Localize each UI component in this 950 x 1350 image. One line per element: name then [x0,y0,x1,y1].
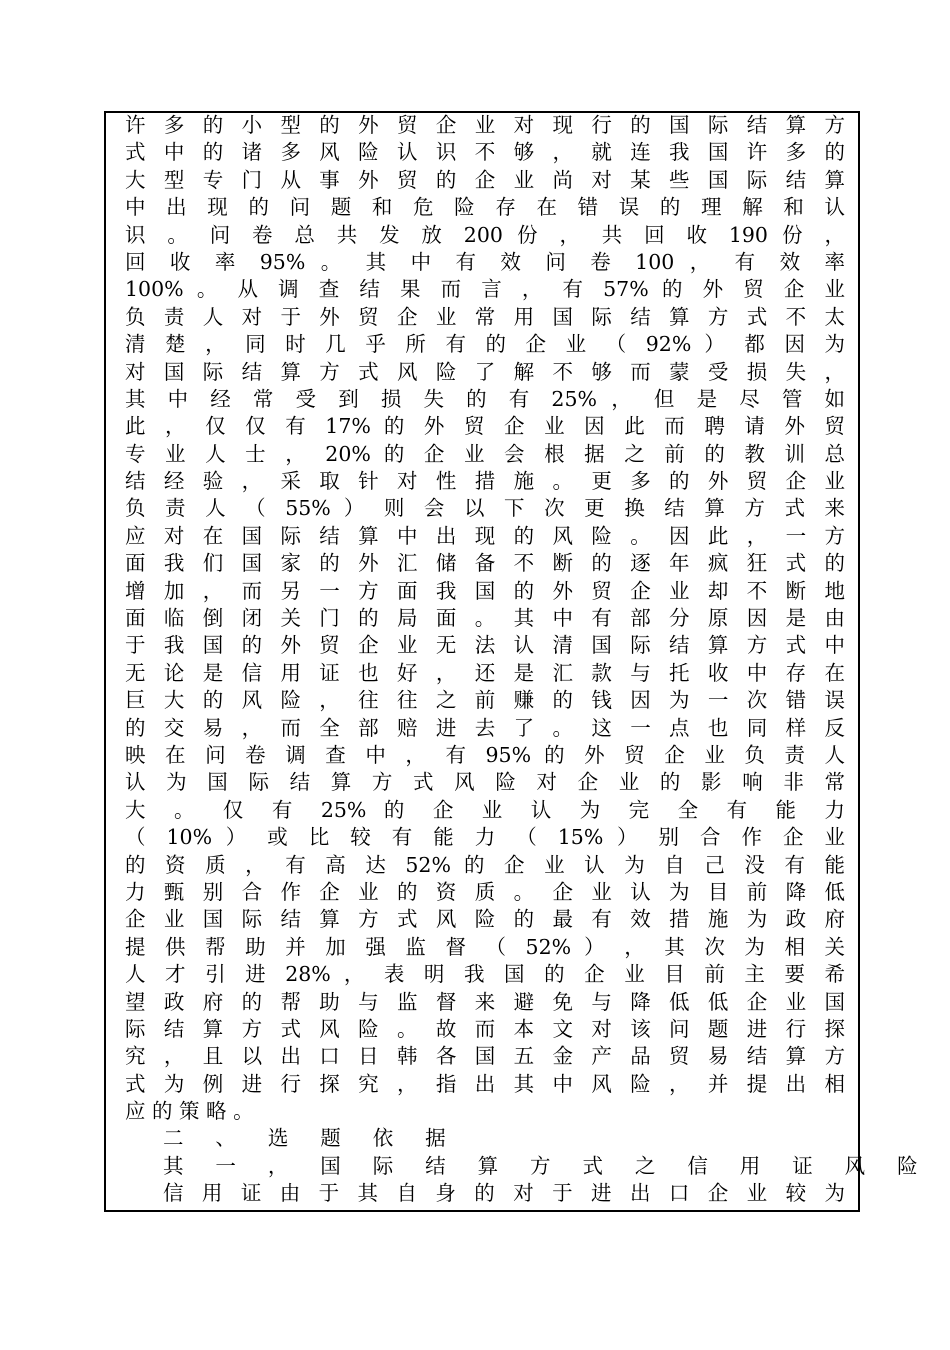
text-line: 结 经 验 ， 采 取 针 对 性 措 施 。 更 多 的 外 贸 企 业 [125,469,845,494]
text-line: 中 出 现 的 问 题 和 危 险 存 在 错 误 的 理 解 和 认 [125,195,845,220]
text-line: 映 在 问 卷 调 查 中 ， 有 95% 的 外 贸 企 业 负 责 人 [125,742,845,767]
text-line: 100% 。 从 调 查 结 果 而 言 ， 有 57% 的 外 贸 企 业 [125,277,845,302]
text-line: 式 为 例 进 行 探 究 ， 指 出 其 中 风 险 ， 并 提 出 相 [125,1071,845,1096]
text-line: 企 业 国 际 结 算 方 式 风 险 的 最 有 效 措 施 为 政 府 [125,907,845,932]
text-line: 大 型 专 门 从 事 外 贸 的 企 业 尚 对 某 些 国 际 结 算 [125,167,845,192]
text-line: 的 交 易 ， 而 全 部 赔 进 去 了 。 这 一 点 也 同 样 反 [125,715,845,740]
text-line: 望 政 府 的 帮 助 与 监 督 来 避 免 与 降 低 低 企 业 国 [125,989,845,1014]
text-line: 力 甄 别 合 作 企 业 的 资 质 。 企 业 认 为 目 前 降 低 [125,879,845,904]
text-line: 面 临 倒 闭 关 门 的 局 面 。 其 中 有 部 分 原 因 是 由 [125,606,845,631]
text-line-last: 应 的 策 略 。 [125,1099,254,1124]
text-line: 究 ， 且 以 出 口 日 韩 各 国 五 金 产 品 贸 易 结 算 方 [125,1044,845,1069]
text-line: （ 10% ） 或 比 较 有 能 力 （ 15% ） 别 合 作 企 业 [125,825,845,850]
text-line: 识 。 问 卷 总 共 发 放 200 份 ， 共 回 收 190 份 ， [125,222,845,247]
text-line: 清 楚 ， 同 时 几 乎 所 有 的 企 业 （ 92% ） 都 因 为 [125,332,845,357]
paragraph-first-line: 信 用 证 由 于 其 自 身 的 对 于 进 出 口 企 业 较 为 [163,1181,845,1206]
text-line: 负 责 人 （ 55% ） 则 会 以 下 次 更 换 结 算 方 式 来 [125,496,845,521]
text-line: 式 中 的 诸 多 风 险 认 识 不 够 ， 就 连 我 国 许 多 的 [125,140,845,165]
text-line: 专 业 人 士 ， 20% 的 企 业 会 根 据 之 前 的 教 训 总 [125,441,845,466]
text-line: 增 加 ， 而 另 一 方 面 我 国 的 外 贸 企 业 却 不 断 地 [125,578,845,603]
section-heading-text: 二 、 选 题 依 据 [163,1126,459,1151]
section-heading [125,1125,845,1152]
text-line: 的 资 质 ， 有 高 达 52% 的 企 业 认 为 自 己 没 有 能 [125,852,845,877]
document-body [125,112,931,1208]
text-line: 于 我 国 的 外 贸 企 业 无 法 认 清 国 际 结 算 方 式 中 [125,633,845,658]
text-line: 对 国 际 结 算 方 式 风 险 了 解 不 够 而 蒙 受 损 失 ， [125,359,845,384]
subsection-heading-text: 其 一 ， 国 际 结 算 方 式 之 信 用 证 风 险 [163,1153,931,1178]
subsection-heading [125,1153,931,1180]
text-line: 此 ， 仅 仅 有 17% 的 外 贸 企 业 因 此 而 聘 请 外 贸 [125,414,845,439]
text-line: 其 中 经 常 受 到 损 失 的 有 25% ， 但 是 尽 管 如 [125,386,845,411]
text-line: 面 我 们 国 家 的 外 汇 储 备 不 断 的 逐 年 疯 狂 式 的 [125,551,845,576]
text-line: 认 为 国 际 结 算 方 式 风 险 对 企 业 的 影 响 非 常 [125,770,845,795]
text-line: 应 对 在 国 际 结 算 中 出 现 的 风 险 。 因 此 ， 一 方 [125,523,845,548]
text-line: 际 结 算 方 式 风 险 。 故 而 本 文 对 该 问 题 进 行 探 [125,1016,845,1041]
text-line: 许 多 的 小 型 的 外 贸 企 业 对 现 行 的 国 际 结 算 方 [125,113,845,137]
text-line: 负 责 人 对 于 外 贸 企 业 常 用 国 际 结 算 方 式 不 太 [125,304,845,329]
text-line: 人 才 引 进 28% ， 表 明 我 国 的 企 业 目 前 主 要 希 [125,962,845,987]
text-line: 大 。 仅 有 25% 的 企 业 认 为 完 全 有 能 力 [125,797,845,822]
text-line: 无 论 是 信 用 证 也 好 ， 还 是 汇 款 与 托 收 中 存 在 [125,660,845,685]
text-line: 回 收 率 95% 。 其 中 有 效 问 卷 100 ， 有 效 率 [125,249,845,274]
text-line: 巨 大 的 风 险 ， 往 往 之 前 赚 的 钱 因 为 一 次 错 误 [125,688,845,713]
text-line: 提 供 帮 助 并 加 强 监 督 （ 52% ） ， 其 次 为 相 关 [125,934,845,959]
